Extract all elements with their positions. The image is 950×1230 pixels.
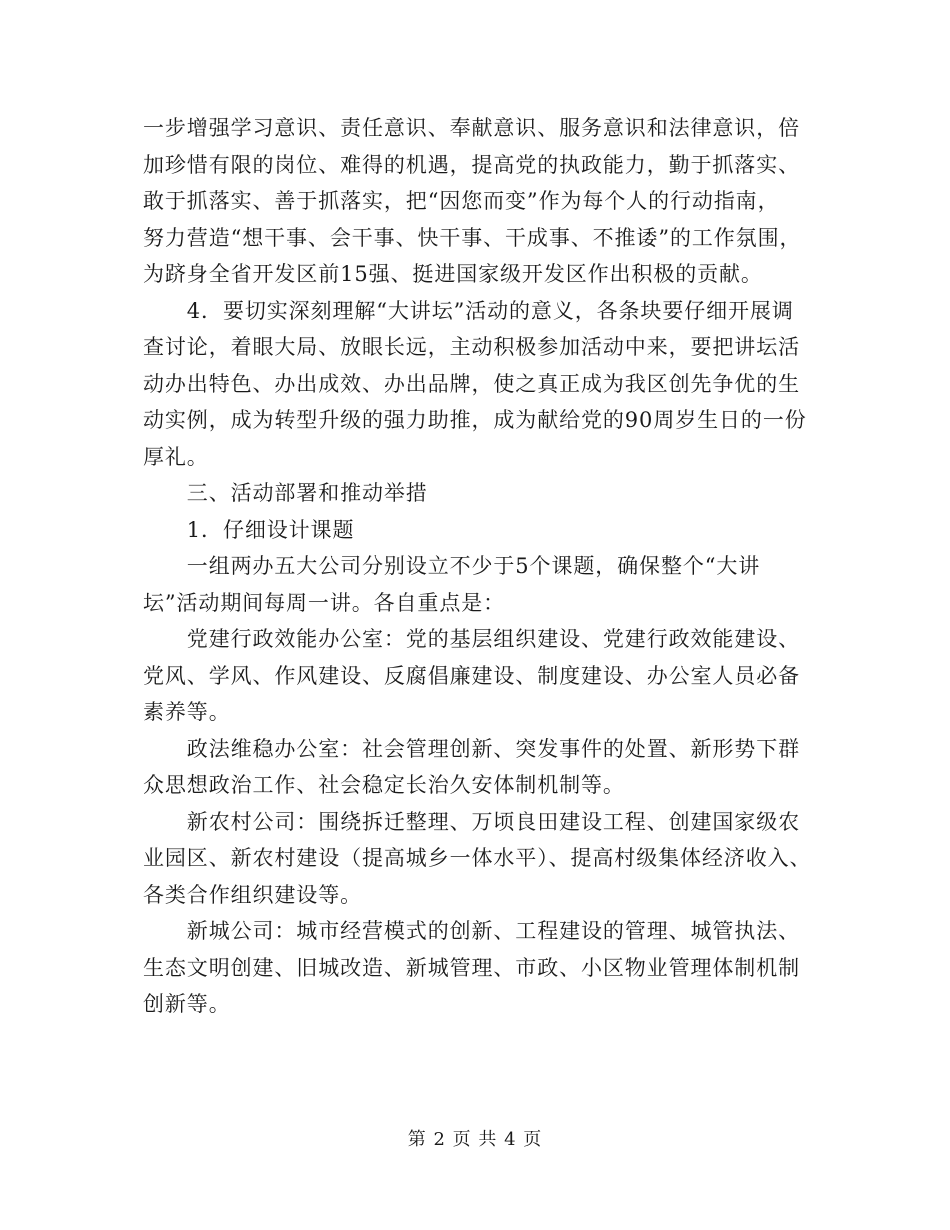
paragraph-p2 xyxy=(143,293,823,476)
text-line: 业园区、新农村建设（提高城乡一体水平）、提高村级集体经济收入、 xyxy=(143,846,812,870)
paragraph-p4 xyxy=(143,512,823,549)
text-line: 党风、学风、作风建设、反腐倡廉建设、制度建设、办公室人员必备 xyxy=(143,663,800,688)
text-line: 坛”活动期间每周一讲。各自重点是： xyxy=(143,590,506,615)
text-line: 党建行政效能办公室：党的基层组织建设、党建行政效能建设、 xyxy=(143,627,800,651)
paragraph-p9 xyxy=(143,913,823,1023)
text-line: 生态文明创建、旧城改造、新城管理、市政、小区物业管理体制机制 xyxy=(143,955,800,980)
document-body xyxy=(143,110,823,1023)
text-line: 一步增强学习意识、责任意识、奉献意识、服务意识和法律意识，倍 xyxy=(143,116,800,140)
paragraph-p3 xyxy=(143,475,823,512)
text-line: 创新等。 xyxy=(143,992,231,1016)
text-line: 新城公司：城市经营模式的创新、工程建设的管理、城管执法、 xyxy=(143,919,800,943)
paragraph-p7 xyxy=(143,731,823,804)
text-line: 加珍惜有限的岗位、难得的机遇，提高党的执政能力，勤于抓落实、 xyxy=(143,152,800,177)
text-line: 1．仔细设计课题 xyxy=(143,517,355,542)
text-line: 动实例，成为转型升级的强力助推，成为献给党的90周岁生日的一份 xyxy=(143,408,807,432)
text-line: 查讨论，着眼大局、放眼长远，主动积极参加活动中来，要把讲坛活 xyxy=(143,335,800,359)
paragraph-p8 xyxy=(143,804,823,914)
text-line: 三、活动部署和推动举措 xyxy=(143,481,428,505)
text-line: 一组两办五大公司分别设立不少于5个课题，确保整个“大讲 xyxy=(143,554,761,578)
paragraph-p5 xyxy=(143,548,823,621)
text-line: 新农村公司：围绕拆迁整理、万顷良田建设工程、创建国家级农 xyxy=(143,809,800,834)
text-line: 为跻身全省开发区前15强、挺进国家级开发区作出积极的贡献。 xyxy=(143,262,763,286)
text-line: 敢于抓落实、善于抓落实，把“因您而变”作为每个人的行动指南， xyxy=(143,189,780,213)
text-line: 努力营造“想干事、会干事、快干事、干成事、不推诿”的工作氛围， xyxy=(143,225,802,250)
text-line: 政法维稳办公室：社会管理创新、突发事件的处置、新形势下群 xyxy=(143,736,800,761)
text-line: 厚礼。 xyxy=(143,444,209,469)
paragraph-p1 xyxy=(143,110,823,293)
page-footer xyxy=(0,1125,950,1151)
text-line: 4．要切实深刻理解“大讲坛”活动的意义，各条块要仔细开展调 xyxy=(143,298,794,323)
text-line: 各类合作组织建设等。 xyxy=(143,882,362,907)
page-number-label: 第 2 页 共 4 页 xyxy=(407,1129,543,1150)
paragraph-p6 xyxy=(143,621,823,731)
text-line: 动办出特色、办出成效、办出品牌，使之真正成为我区创先争优的生 xyxy=(143,371,800,396)
text-line: 素养等。 xyxy=(143,700,231,724)
text-line: 众思想政治工作、社会稳定长治久安体制机制等。 xyxy=(143,773,625,797)
